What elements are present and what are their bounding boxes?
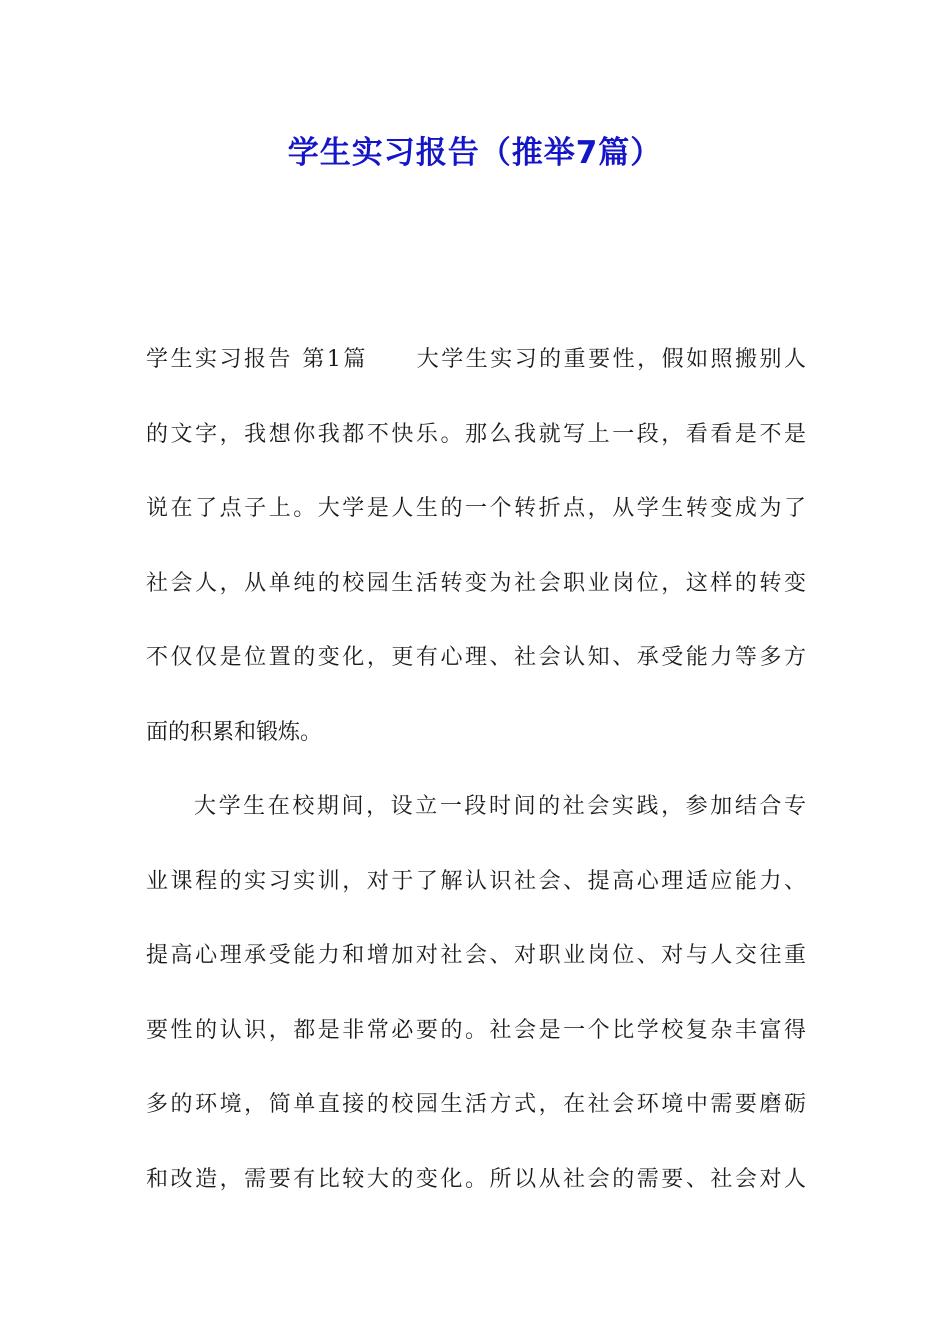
paragraph-line: 要性的认识，都是非常必要的。社会是一个比学校复杂丰富得: [146, 1018, 806, 1043]
paragraph-line: 多的环境，简单直接的校园生活方式，在社会环境中需要磨砺: [146, 1092, 806, 1117]
paragraph-line: 学生实习报告 第1篇 大学生实习的重要性，假如照搬别人: [146, 347, 806, 372]
paragraph-line: 大学生在校期间，设立一段时间的社会实践，参加结合专: [194, 794, 806, 819]
paragraph-line: 业课程的实习实训，对于了解认识社会、提高心理适应能力、: [146, 869, 806, 894]
paragraph-line: 面的积累和锻炼。: [146, 720, 323, 745]
document-title: 学生实习报告（推举7篇）: [287, 135, 663, 171]
paragraph-line: 和改造，需要有比较大的变化。所以从社会的需要、社会对人: [146, 1167, 806, 1192]
paragraph-line: 提高心理承受能力和增加对社会、对职业岗位、对与人交往重: [146, 943, 806, 968]
paragraph-line: 社会人，从单纯的校园生活转变为社会职业岗位，这样的转变: [146, 571, 806, 596]
paragraph-line: 的文字，我想你我都不快乐。那么我就写上一段，看看是不是: [146, 422, 806, 447]
paragraph-line: 不仅仅是位置的变化，更有心理、社会认知、承受能力等多方: [146, 645, 806, 670]
paragraph-line: 说在了点子上。大学是人生的一个转折点，从学生转变成为了: [146, 496, 806, 521]
